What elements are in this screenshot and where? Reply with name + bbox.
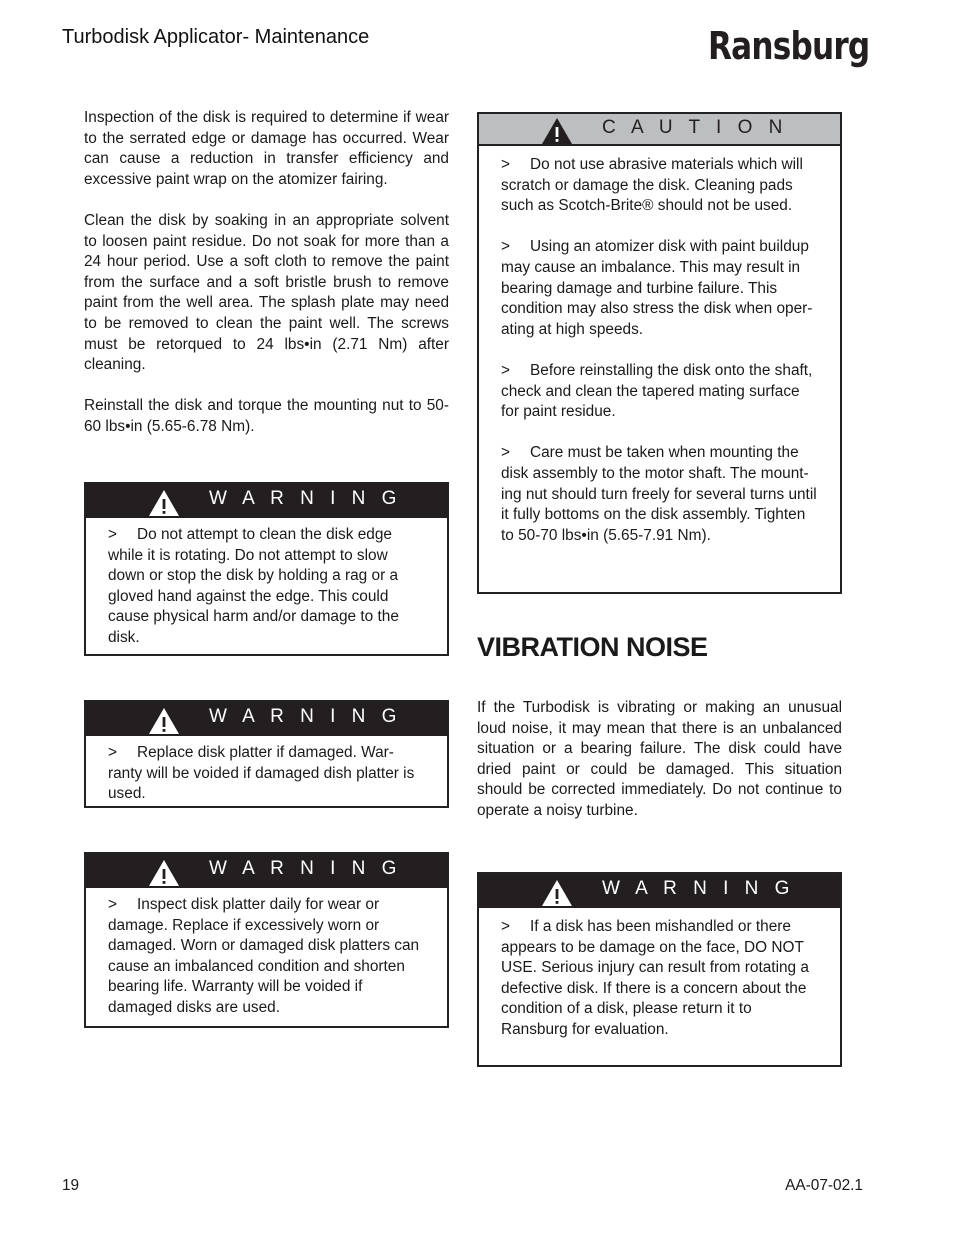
page-number: 19: [62, 1177, 80, 1194]
warning-item: > Replace disk platter if damaged. War-ranty will be voided if damaged dish platter is used.: [108, 744, 415, 803]
warning-box-header: [86, 484, 447, 518]
warning-box-body: [86, 736, 447, 815]
bullet-marker: >: [108, 526, 117, 543]
paragraph-reinstall: Reinstall the disk and torque the mounting nut to 50-60 lbs•in (5.65-6.78 Nm).: [84, 397, 449, 435]
warning-label: W A R N I N G: [209, 706, 402, 727]
caution-item: > Care must be taken when mounting the disk assembly to the motor shaft. The mount-ing nut should turn freely for several turns until it fully bottoms on the disk assembly. Tighten to 50-70 lbs•in (5.65-7.91 Nm).: [501, 444, 817, 544]
bullet-marker: >: [501, 918, 510, 935]
caution-box-body: [479, 146, 840, 556]
exclamation-triangle-icon: [541, 117, 573, 145]
document-code: AA-07-02.1: [785, 1177, 863, 1194]
warning-box-4: [477, 872, 842, 1067]
warning-box-header: [86, 702, 447, 736]
exclamation-triangle-icon: [541, 879, 573, 907]
caution-box: [477, 112, 842, 594]
exclamation-triangle-icon: [148, 707, 180, 735]
bullet-marker: >: [108, 744, 117, 761]
warning-box-2: [84, 700, 449, 808]
warning-box-header: [479, 874, 840, 908]
warning-box-body: [86, 888, 447, 1029]
warning-box-1: [84, 482, 449, 656]
caution-box-header: [479, 114, 840, 146]
caution-item: > Using an atomizer disk with paint buildup may cause an imbalance. This may result in bearing damage and turbine failure. This condition may also stress the disk when oper-ating at high speeds.: [501, 238, 813, 338]
warning-item: > Do not attempt to clean the disk edge while it is rotating. Do not attempt to slow down or stop the disk by holding a rag or a gloved hand against the edge. This could cause physical harm and/or damage to the disk.: [108, 526, 399, 646]
warning-box-body: [479, 908, 840, 1051]
warning-item: > Inspect disk platter daily for wear or damage. Replace if excessively worn or damaged. Worn or damaged disk platters can cause an imbalanced condition and shorten bearing life. Warranty will be voided if damaged disks are used.: [108, 896, 420, 1016]
page-header-title: Turbodisk Applicator- Maintenance: [62, 26, 370, 48]
exclamation-triangle-icon: [148, 859, 180, 887]
paragraph-inspection: Inspection of the disk is required to determine if wear to the serrated edge or damage has occurred. Wear can cause a reduction in transfer efficiency and excessive paint wrap on the atomizer fairing.: [84, 109, 449, 188]
bullet-marker: >: [108, 896, 117, 913]
bullet-marker: >: [501, 238, 510, 256]
warning-label: W A R N I N G: [209, 488, 402, 509]
exclamation-triangle-icon: [148, 489, 180, 517]
caution-item: > Before reinstalling the disk onto the shaft, check and clean the tapered mating surface for paint residue.: [501, 361, 813, 421]
warning-box-header: [86, 854, 447, 888]
paragraph-cleaning: Clean the disk by soaking in an appropriate solvent to loosen paint residue. Do not soak for more than a 24 hour period. Use a soft cloth to remove the paint from the surface and a soft bristle brush to remove paint from the well area. The splash plate may need to be removed to clean the paint well. The screws must be retorqued to 24 lbs•in (2.71 Nm) after cleaning.: [84, 211, 449, 374]
caution-label: C A U T I O N: [602, 117, 788, 138]
warning-box-body: [86, 518, 447, 659]
caution-item: > Do not use abrasive materials which will scratch or damage the disk. Cleaning pads such as Scotch-Brite® should not be used.: [501, 156, 803, 215]
bullet-marker: >: [501, 361, 510, 379]
paragraph-vibration: If the Turbodisk is vibrating or making an unusual loud noise, it may mean that there is an unbalanced situation or a bearing failure. The disk could have dried paint or could be damaged. This situation should be corrected immediately. Do not continue to operate a noisy turbine.: [477, 699, 842, 819]
warning-item: > If a disk has been mishandled or there appears to be damage on the face, DO NOT USE. Serious injury can result from rotating a defective disk. If there is a concern about the condition of a disk, please return it to Ransburg for evaluation.: [501, 918, 809, 1038]
warning-label: W A R N I N G: [602, 878, 795, 899]
bullet-marker: >: [501, 156, 510, 173]
ransburg-logo: Ransburg: [708, 24, 870, 68]
warning-box-3: [84, 852, 449, 1028]
left-column: [84, 108, 449, 1016]
bullet-marker: >: [501, 444, 510, 462]
section-title-vibration-noise: VIBRATION NOISE: [477, 632, 708, 662]
warning-label: W A R N I N G: [209, 858, 402, 879]
